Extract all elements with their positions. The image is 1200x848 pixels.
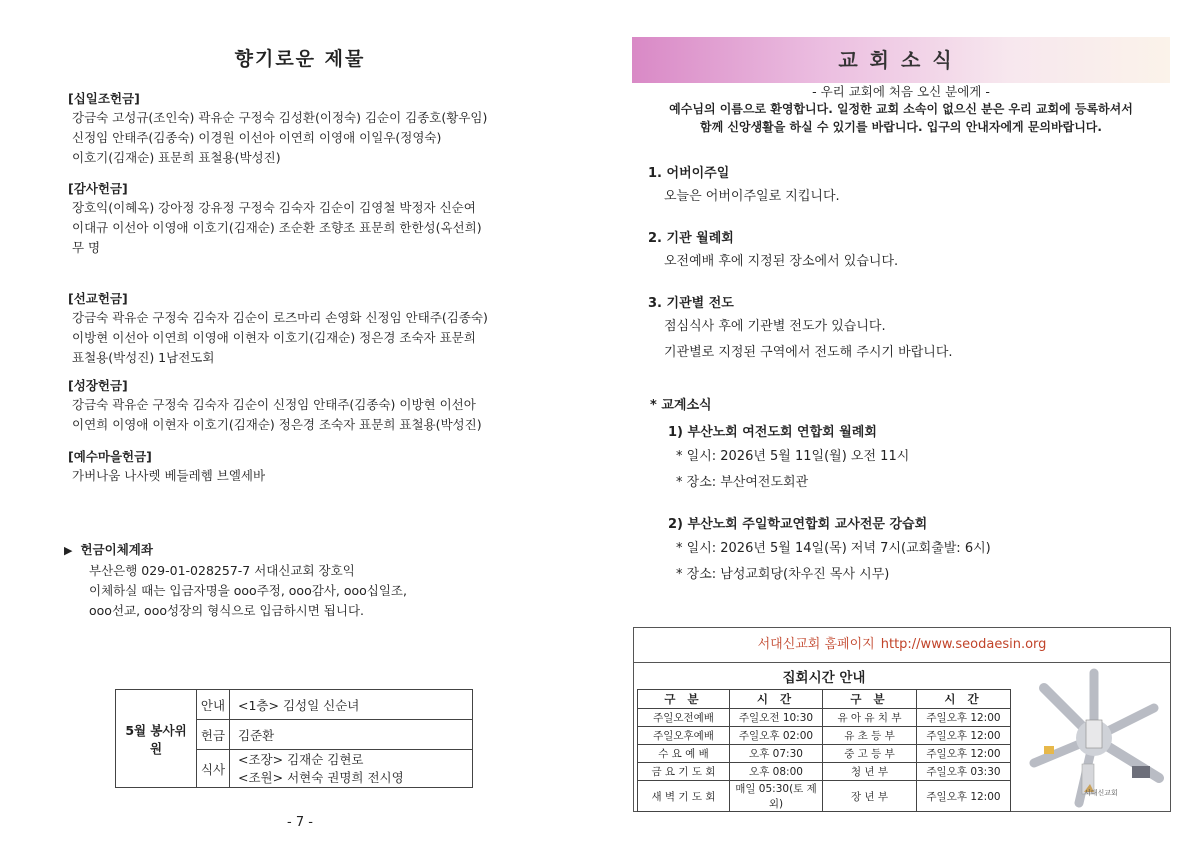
homepage-meeting-box [633, 627, 1171, 812]
triangle-bullet-icon: ▶ [64, 544, 73, 557]
news-item-evangelism [648, 294, 1168, 366]
group-heading: [십일조헌금] [68, 91, 140, 106]
news-item-text: 점심식사 후에 기관별 전도가 있습니다. [664, 319, 886, 334]
names-line: 이호기(김재순) 표문희 표철용(박성진) [72, 150, 281, 165]
welcome-subtitle: - 우리 교회에 처음 오신 분에게 - [812, 84, 990, 99]
names-line: 강금숙 곽유순 구정숙 김숙자 김순이 로즈마리 손영화 신정임 안태주(김종숙) [72, 310, 488, 325]
table-cell: 유 초 등 부 [823, 727, 917, 745]
table-cell: 오후 07:30 [730, 745, 823, 763]
table-cell: 장 년 부 [823, 781, 917, 812]
news-item-text: 기관별로 지정된 구역에서 전도해 주시기 바랍니다. [664, 345, 953, 360]
table-cell: 주일오후 03:30 [917, 763, 1011, 781]
table-header-row [638, 690, 1011, 709]
table-cell: 주일오후예배 [638, 727, 730, 745]
volunteer-names: <1층> 김성일 신순녀 [230, 690, 473, 720]
news-item-heading: 3. 기관별 전도 [648, 296, 734, 311]
right-page [600, 0, 1200, 848]
names-line: 이연희 이영애 이현자 이호기(김재순) 정은경 조숙자 표문희 표철용(박성진) [72, 417, 482, 432]
event-title: 1) 부산노회 여전도회 연합회 월례회 [668, 425, 877, 440]
names-line: 무 명 [72, 240, 101, 255]
meal-leader-line: <조장> 김재순 김현로 [238, 751, 364, 767]
volunteers-title: 5월 봉사위원 [116, 690, 197, 788]
jesus-village-offering-group [68, 448, 548, 486]
table-cell: 주일오전예배 [638, 709, 730, 727]
homepage-bar [634, 628, 1170, 663]
table-row [638, 781, 1011, 812]
account-line: ooo선교, ooo성장의 형식으로 입금하시면 됩니다. [89, 603, 365, 618]
table-cell: 주일오후 12:00 [917, 745, 1011, 763]
meal-members-line: <조원> 서현숙 권명희 전시영 [238, 769, 404, 785]
page-number: - 7 - [287, 815, 313, 830]
names-line: 이대규 이선아 이영애 이호기(김재순) 조순환 조향조 표문희 한한성(옥선희) [72, 220, 482, 235]
event-detail: * 일시: 2026년 5월 11일(월) 오전 11시 [676, 449, 910, 464]
names-line: 강금숙 고성규(조인숙) 곽유순 구정숙 김성환(이정숙) 김순이 김종호(황우임) [72, 110, 488, 125]
table-cell: 매일 05:30(토 제외) [730, 781, 823, 812]
table-cell: 유 아 유 치 부 [823, 709, 917, 727]
presbytery-heading: * 교계소식 [650, 398, 712, 413]
news-item-heading: 2. 기관 월례회 [648, 231, 734, 246]
table-cell: 주일오후 12:00 [917, 709, 1011, 727]
account-heading [64, 540, 544, 561]
welcome-line: 예수님의 이름으로 환영합니다. 일정한 교회 소속이 없으신 분은 우리 교회에 등록하셔서 [669, 102, 1133, 116]
group-heading: [예수마을헌금] [68, 449, 152, 464]
mission-offering-group [68, 290, 548, 368]
names-line: 신정임 안태주(김종숙) 이경원 이선아 이연희 이영애 이일우(정영숙) [72, 130, 442, 145]
meeting-times-table [637, 689, 1011, 812]
event-detail: * 일시: 2026년 5월 14일(목) 저녁 7시(교회출발: 6시) [676, 541, 991, 556]
news-item-text: 오늘은 어버이주일로 지킵니다. [664, 189, 840, 204]
event-title: 2) 부산노회 주일학교연합회 교사전문 강습회 [668, 517, 928, 532]
table-row [638, 745, 1011, 763]
volunteer-names-meal [230, 750, 473, 788]
volunteers-table [115, 689, 473, 788]
news-item-parents-sunday [648, 164, 1168, 210]
welcome-line: 함께 신앙생활을 하실 수 있기를 바랍니다. 입구의 안내자에게 문의바랍니다. [700, 120, 1102, 134]
table-cell: 주일오전 10:30 [730, 709, 823, 727]
table-cell: 오후 08:00 [730, 763, 823, 781]
table-cell: 청 년 부 [823, 763, 917, 781]
event-detail: * 장소: 부산여전도회관 [676, 475, 809, 490]
event-detail: * 장소: 남성교회당(차우진 목사 시무) [676, 567, 890, 582]
news-item-monthly-meeting [648, 229, 1168, 275]
column-header: 시 간 [730, 690, 823, 709]
table-cell: 금 요 기 도 회 [638, 763, 730, 781]
presbytery-news [650, 396, 1170, 588]
table-cell: 중 고 등 부 [823, 745, 917, 763]
volunteer-names: 김준환 [230, 720, 473, 750]
meeting-times-title: 집회시간 안내 [782, 670, 866, 686]
column-header: 구 분 [823, 690, 917, 709]
account-line: 이체하실 때는 입금자명을 ooo주정, ooo감사, ooo십일조, [89, 583, 407, 598]
homepage-label: 서대신교회 홈페이지 [757, 637, 875, 652]
volunteer-category: 안내 [197, 690, 230, 720]
thanks-offering-group [68, 180, 548, 258]
presbytery-event [650, 422, 1170, 496]
table-cell: 수 요 예 배 [638, 745, 730, 763]
volunteer-category: 헌금 [197, 720, 230, 750]
presbytery-event [650, 514, 1170, 588]
column-header: 시 간 [917, 690, 1011, 709]
map-church-label: 서대신교회 [1084, 789, 1118, 797]
group-heading: [감사헌금] [68, 181, 128, 196]
location-map [1024, 668, 1164, 808]
group-heading: [성장헌금] [68, 378, 128, 393]
transfer-account [64, 540, 544, 621]
table-cell: 새 벽 기 도 회 [638, 781, 730, 812]
church-news-banner: 교회소식 [632, 37, 1170, 83]
names-line: 강금숙 곽유순 구정숙 김숙자 김순이 신정임 안태주(김종숙) 이방현 이선아 [72, 397, 476, 412]
names-line: 이방현 이선아 이연희 이영애 이현자 이호기(김재순) 정은경 조숙자 표문희 [72, 330, 476, 345]
names-line: 장호익(이혜옥) 강아정 강유정 구정숙 김숙자 김순이 김영철 박정자 신순여 [72, 200, 476, 215]
table-cell: 주일오후 02:00 [730, 727, 823, 745]
table-row [638, 727, 1011, 745]
column-header: 구 분 [638, 690, 730, 709]
news-item-text: 오전예배 후에 지정된 장소에서 있습니다. [664, 254, 899, 269]
growth-offering-group [68, 377, 548, 435]
volunteer-category: 식사 [197, 750, 230, 788]
table-row [638, 763, 1011, 781]
names-line: 가버나움 나사렛 베들레헴 브엘세바 [72, 468, 266, 483]
welcome-message [632, 84, 1170, 136]
tithe-offering-group [68, 90, 548, 168]
offerings-title: 향기로운 제물 [234, 48, 366, 70]
group-heading: [선교헌금] [68, 291, 128, 306]
table-row [638, 709, 1011, 727]
news-item-heading: 1. 어버이주일 [648, 166, 730, 181]
table-cell: 주일오후 12:00 [917, 727, 1011, 745]
account-line: 부산은행 029-01-028257-7 서대신교회 장호익 [89, 563, 355, 578]
homepage-link[interactable]: http://www.seodaesin.org [880, 637, 1047, 652]
names-line: 표철용(박성진) 1남전도회 [72, 350, 215, 365]
table-cell: 주일오후 12:00 [917, 781, 1011, 812]
account-heading-text: 헌금이체계좌 [80, 542, 153, 557]
